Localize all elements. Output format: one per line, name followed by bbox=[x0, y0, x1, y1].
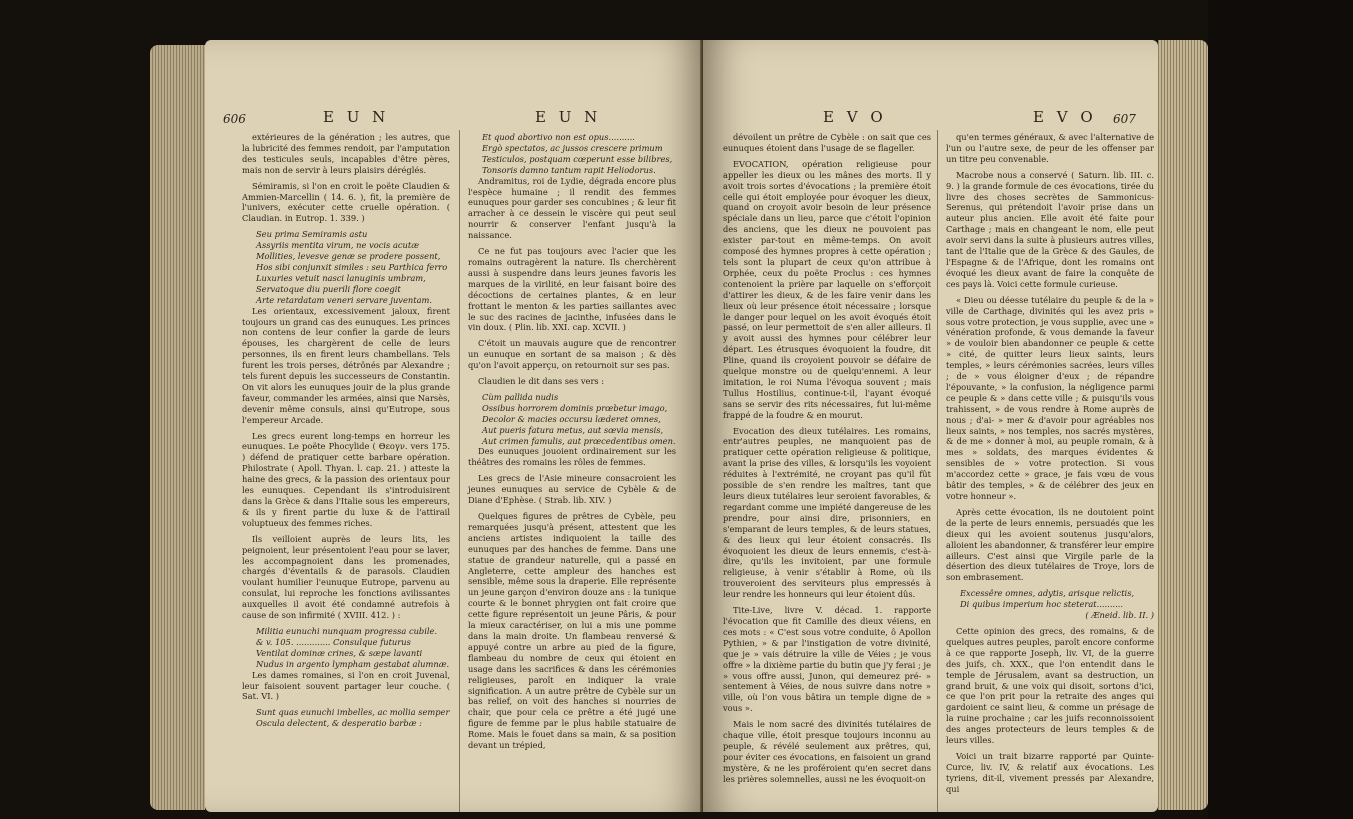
paragraph: Ergò spectatos, ac jussos crescere primum bbox=[482, 142, 663, 153]
paragraph: Sémiramis, si l'on en croit le poëte Claudien & Ammien-Marcellin ( 14. 6. ), fit, la première de l'univers, exécuter cette cruelle opération. ( Claudian. in Eutrop. 1. 339. ) bbox=[242, 180, 450, 224]
paragraph: Les dames romaines, si l'on en croit Juvenal, leur faisoient souvent partager leur couche. ( Sat. VI. ) bbox=[242, 669, 450, 702]
paragraph: & v. 105. ............. Consulque futurus bbox=[256, 636, 411, 647]
paragraph: Andramitus, roi de Lydie, dégrada encore plus l'espèce humaine ; il rendit des femmes eunuques pour garder ses concubines ; & leur fit arracher à ce dessein le viscère qui peut seul nourrir & conserver l'enfant jusqu'à la naissance. bbox=[468, 175, 676, 241]
paragraph: Cùm pallida nudis bbox=[482, 391, 559, 402]
paragraph: Tonsoris damno tantum rapit Heliodorus. bbox=[482, 164, 656, 175]
paragraph: Claudien le dit dans ses vers : bbox=[478, 376, 605, 387]
paragraph: Sunt quas eunuchi imbelles, ac mollia semper bbox=[256, 707, 450, 718]
paragraph: Et quod abortivo non est opus.......... bbox=[482, 132, 635, 142]
paragraph: Tite-Live, livre V. décad. 1. rapporte l'évocation que fit Camille des dieux véiens, en ces mots : « C'est sous votre conduite, ô Apollon Pythien, » & par l'instigation de votre divinité, que je » vais détruire la ville de Véies ; je vous offre » la dixième partie du butin que j'y ferai ; je » vous offre aussi, Junon, qui demeurez pré- » sentement à Véies, de nous suivre dans notre » ville, où l'on vous bâtira un temple digne de » vous ». bbox=[723, 605, 931, 714]
paragraph: extérieures de la génération ; les autres, que la lubricité des femmes rendoit, par l'amputation des testicules seuls, incapables d'être pères, mais non de servir à leurs plaisirs déréglés. bbox=[242, 132, 450, 175]
paragraph: Aut crimen famulis, aut prœcedentibus omen. bbox=[482, 435, 676, 446]
right-running-head-2: E V O bbox=[1033, 108, 1097, 126]
right-column-1 bbox=[723, 132, 931, 790]
paragraph: Testiculos, postquam cœperunt esse bilibres, bbox=[482, 153, 673, 164]
paragraph: C'étoit un mauvais augure que de rencontrer un eunuque en sortant de sa maison ; & dès qu'on l'avoit apperçu, on retournoit sur ses pas. bbox=[468, 338, 676, 371]
left-page-number: 606 bbox=[223, 112, 246, 126]
paragraph: qu'en termes généraux, & avec l'alternative de l'un ou l'autre sexe, de peur de les offenser par un titre peu convenable. bbox=[946, 132, 1154, 164]
paragraph: Les orientaux, excessivement jaloux, firent toujours un grand cas des eunuques. Les princes non contens de leur confier la garde de leurs épouses, les chargèrent de celle de leurs personnes, ils en firent leurs chambellans. Tels furent les trois perses, détrônés par Alexandre ; tels furent depuis les successeurs de Constantin. On vit alors les eunuques jouir de la plus grande faveur, commander les armées, ainsi que Narsès, devenir même consuls, ainsi qu'Eutrope, sous l'empereur Arcade. bbox=[242, 305, 450, 425]
paragraph: Mollities, levesve genæ se prodere possent, bbox=[256, 251, 441, 262]
right-column-2 bbox=[946, 132, 1154, 800]
paragraph: Assyriis mentita virum, ne vocis acutæ bbox=[256, 240, 420, 251]
paragraph: Evocation des dieux tutélaires. Les romains, entr'autres peuples, ne manquoient pas de pratiquer cette opération religieuse & politique, avant la prise des villes, & lorsqu'ils les voyoient réduites à l'extrémité, ne croyant pas qu'il fût possible de s'en rendre les maîtres, tant que leurs dieux tutélaires leur seroient favorables, & regardant comme une impiété dangereuse de les prendre, pour ainsi dire, prisonniers, en s'emparant de leurs temples, & de leurs statues, & des lieux qui leur étoient consacrés. Ils évoquoient les dieux de leurs ennemis, c'est-à-dire, qu'ils les invitoient, par une formule religieuse, à venir s'établir à Rome, où ils trouveroient des serviteurs plus empressés à leur rendre les honneurs qui leur étoient dûs. bbox=[723, 425, 931, 600]
paragraph: Ils veilloient auprès de leurs lits, les peignoient, leur présentoient l'eau pour se laver, les accompagnoient dans les promenades, chargés d'éventails & de parasols. Claudien voulant humilier l'eunuque Eutrope, parvenu au consulat, lui reproche les fonctions avilissantes auxquelles il avoit été condamné autrefois à cause de son infirmité ( XVIII. 412. ) : bbox=[242, 533, 450, 621]
paragraph: Nudus in argento lympham gestabat alumnæ. bbox=[256, 658, 450, 669]
paragraph: Macrobe nous a conservé ( Saturn. lib. III. c. 9. ) la grande formule de ces évocations, tirée du livre des choses secrètes de Sammonicus-Serenus, qui prétendoit l'avoir prise dans un auteur plus ancien. Elle avoit été faite pour Carthage ; mais en changeant le nom, elle peut avoir servi dans la suite à plusieurs autres villes, tant de l'Italie que de la Grèce & des Gaules, de l'Espagne & de l'Afrique, dont les romains ont évoqué les dieux avant de faire la conquête de ces pays là. Voici cette formule curieuse. bbox=[946, 169, 1154, 289]
left-running-head-1: E U N bbox=[323, 108, 390, 126]
paragraph: Aut pueris fatura metus, aut sœvia mensis, bbox=[482, 424, 664, 435]
paragraph: Les grecs de l'Asie mineure consacroient les jeunes eunuques au service de Cybèle & de Diane d'Ephèse. ( Strab. lib. XIV. ) bbox=[468, 473, 676, 506]
paragraph: Ce ne fut pas toujours avec l'acier que les romains outragèrent la nature. Ils cherchèrent aussi à suspendre dans leurs jeunes favoris les marques de la virilité, en leur faisant boire des décoctions de certaines plantes, & en leur frottant le menton & les parties saillantes avec le suc des racines de jacinthe, infusées dans le vin doux. ( Plin. lib. XXI. cap. XCVII. ) bbox=[468, 246, 676, 333]
background-strip bbox=[1208, 0, 1353, 819]
left-page-edges bbox=[150, 45, 205, 810]
left-page bbox=[205, 40, 703, 812]
paragraph: Ventilat dominæ crines, & sæpe lavanti bbox=[256, 647, 423, 658]
left-column-1 bbox=[242, 132, 450, 729]
paragraph: Militia eunuchi nunquam progressa cubile. bbox=[256, 625, 438, 636]
column-rule bbox=[459, 130, 460, 812]
paragraph: Oscula delectent, & desperatio barbæ : bbox=[256, 718, 422, 729]
paragraph: Cette opinion des grecs, des romains, & de quelques autres peuples, paroît encore conforme à ce que rapporte Joseph, liv. VI, de la guerre des juifs, ch. XXX., que l'on entendit dans le temple de Jérusalem, avant sa destruction, un grand bruit, & une voix qui disoit, sortons d'ici, ce que l'on prit pour la retraite des anges qui gardoient ce saint lieu, & comme un présage de la ruine prochaine ; car les juifs reconnoissoient des anges protecteurs de leurs temples & de leurs villes. bbox=[946, 625, 1154, 746]
paragraph: Voici un trait bizarre rapporté par Quinte-Curce, liv. IV, & relatif aux évocations. Les tyriens, dit-il, vivement pressés par Alexandre, qui bbox=[946, 750, 1154, 794]
left-column-2 bbox=[468, 132, 676, 756]
paragraph: Servatoque diu puerili flore coegit bbox=[256, 283, 401, 294]
paragraph: Arte retardatam veneri servare juventam. bbox=[256, 294, 433, 305]
left-running-head-2: E U N bbox=[535, 108, 602, 126]
right-running-head-1: E V O bbox=[823, 108, 887, 126]
paragraph: dévoilent un prêtre de Cybèle : on sait que ces eunuques étoient dans l'usage de se flageller. bbox=[723, 132, 931, 153]
column-rule bbox=[937, 130, 938, 812]
paragraph: Decolor & macies occursu læderet omnes, bbox=[482, 413, 661, 424]
paragraph: « Dieu ou déesse tutélaire du peuple & de la » ville de Carthage, divinités qui les avez pris » sous votre protection, je vous supplie, avec une » vénération profonde, & vous demande la faveur » de vouloir bien abandonner ce peuple & cette » cité, de quitter leurs lieux saints, leurs temples, » leurs cérémonies sacrées, leurs villes ; de » vous éloigner d'eux ; de répandre l'épouvante, » la confusion, la négligence parmi ce peuple & » dans cette ville ; & puisqu'ils vous trahissent, » de vous rendre à Rome auprès de nous ; d'ai- » mer & d'avoir pour agréables nos lieux saints, » nos temples, nos sacrés mystères, & de me » donner à moi, au peuple romain, & à mes » soldats, des marques évidentes & sensibles de » votre protection. Si vous m'accordez cette » grace, je fais vœu de vous bâtir des temples, » & de célébrer des jeux en votre honneur ». bbox=[946, 294, 1154, 501]
right-page-number: 607 bbox=[1113, 112, 1136, 126]
paragraph: Les grecs eurent long-temps en horreur les eunuques. Le poëte Phocylide ( Θεογν. vers 175. ) défend de pratiquer cette barbare opération. Philostrate ( Apoll. Thyan. l. cap. 21. ) atteste la haine des grecs, & la passion des orientaux pour les eunuques. Cependant ils s'introduisirent dans la Grèce & dans l'Italie sous les empereurs, & ils y firent partie du luxe & de l'attirail voluptueux des femmes riches. bbox=[242, 430, 450, 528]
paragraph: Di quibus imperium hoc steterat.......... bbox=[960, 599, 1124, 610]
paragraph: ( Æneid. lib. II. ) bbox=[1085, 610, 1154, 621]
paragraph: Seu prima Semiramis astu bbox=[256, 229, 368, 240]
paragraph: Mais le nom sacré des divinités tutélaires de chaque ville, étoit presque toujours inconnu au peuple, & révélé seulement aux prêtres, qui, pour éviter ces évocations, en faisoient un grand mystère, & ne les proféroient qu'en secret dans les prières solemnelles, aussi ne les évoquoit-on bbox=[723, 719, 931, 784]
paragraph: Après cette évocation, ils ne doutoient point de la perte de leurs ennemis, persuadés que les dieux qui les avoient soutenus jusqu'alors, alloient les abandonner, & transférer leur empire ailleurs. C'est ainsi que Virgile parle de la désertion des dieux tutélaires de Troye, lors de son embrasement. bbox=[946, 506, 1154, 583]
paragraph: Excessêre omnes, adytis, arisque relictis, bbox=[960, 588, 1135, 599]
right-page-edges bbox=[1158, 40, 1208, 810]
paragraph: Quelques figures de prêtres de Cybèle, peu remarquées jusqu'à présent, attestent que les anciens artistes indiquoient la taille des eunuques par des hanches de femme. Dans une statue de grandeur naturelle, qui a passé en Angleterre, cette ampleur des hanches est sensible, même sous la draperie. Elle représente un jeune garçon d'environ douze ans : la tunique courte & le bonnet phrygien ont fait croire que cette figure représentoit un jeune Pâris, & pour la mieux caractériser, on lui a mis une pomme dans la main droite. Un flambeau renversé & appuyé contre un arbre au pied de la figure, flambeau du nombre de ceux qui étoient en usage dans les sacrifices & dans les cérémonies religieuses, paroît en indiquer la vraie signification. A un autre prêtre de Cybèle sur un bas relief, on voit des hanches si nourries de chair, que pour cela ce prêtre a été jugé une figure de femme par le plus habile statuaire de Rome. Mais le fouet dans sa main, & sa position devant un trépied, bbox=[468, 511, 676, 751]
paragraph: Hos sibi conjunxit similes : seu Parthica ferro bbox=[256, 261, 448, 272]
paragraph: EVOCATION, opération religieuse pour appeller les dieux ou les mânes des morts. Il y avoit trois sortes d'évocations ; la première étoit celle qui étoit employée pour évoquer les dieux, quand on croyoit avoir besoin de leur présence spéciale dans un lieu, parce que c'étoit l'opinion des anciens, que les dieux ne pouvoient pas exister par-tout en même-temps. On avoit composé des hymnes propres à cette opération ; tels sont la plupart de ceux qu'on attribue à Orphée, ceux du poëte Proclus : ces hymnes contenoient la prière par laquelle on s'efforçoit d'attirer les dieux, & de les faire venir dans les lieux où leur présence étoit nécessaire ; lorsque le danger pour lequel on les avoit évoqués étoit passé, on leur permettoit de s'en aller ailleurs. Il y avoit aussi des hymnes pour célébrer leur départ. Les étrusques évoquoient la foudre, dit Pline, quand ils croyoient pouvoir se défaire de quelque monstre ou de quelqu'ennemi. A leur imitation, le roi Numa l'évoqua souvent ; mais Tullus Hostilius, continue-t-il, l'ayant évoqué sans se servir des rits nécessaires, fut lui-même frappé de la foudre & en mourut. bbox=[723, 158, 931, 420]
right-page bbox=[703, 40, 1158, 812]
paragraph: Des eunuques jouoient ordinairement sur les théâtres des romains les rôles de femmes. bbox=[468, 446, 676, 468]
paragraph: Luxuries vetuit nasci lanuginis umbram, bbox=[256, 272, 426, 283]
paragraph: Ossibus horrorem dominis prœbetur imago, bbox=[482, 402, 668, 413]
